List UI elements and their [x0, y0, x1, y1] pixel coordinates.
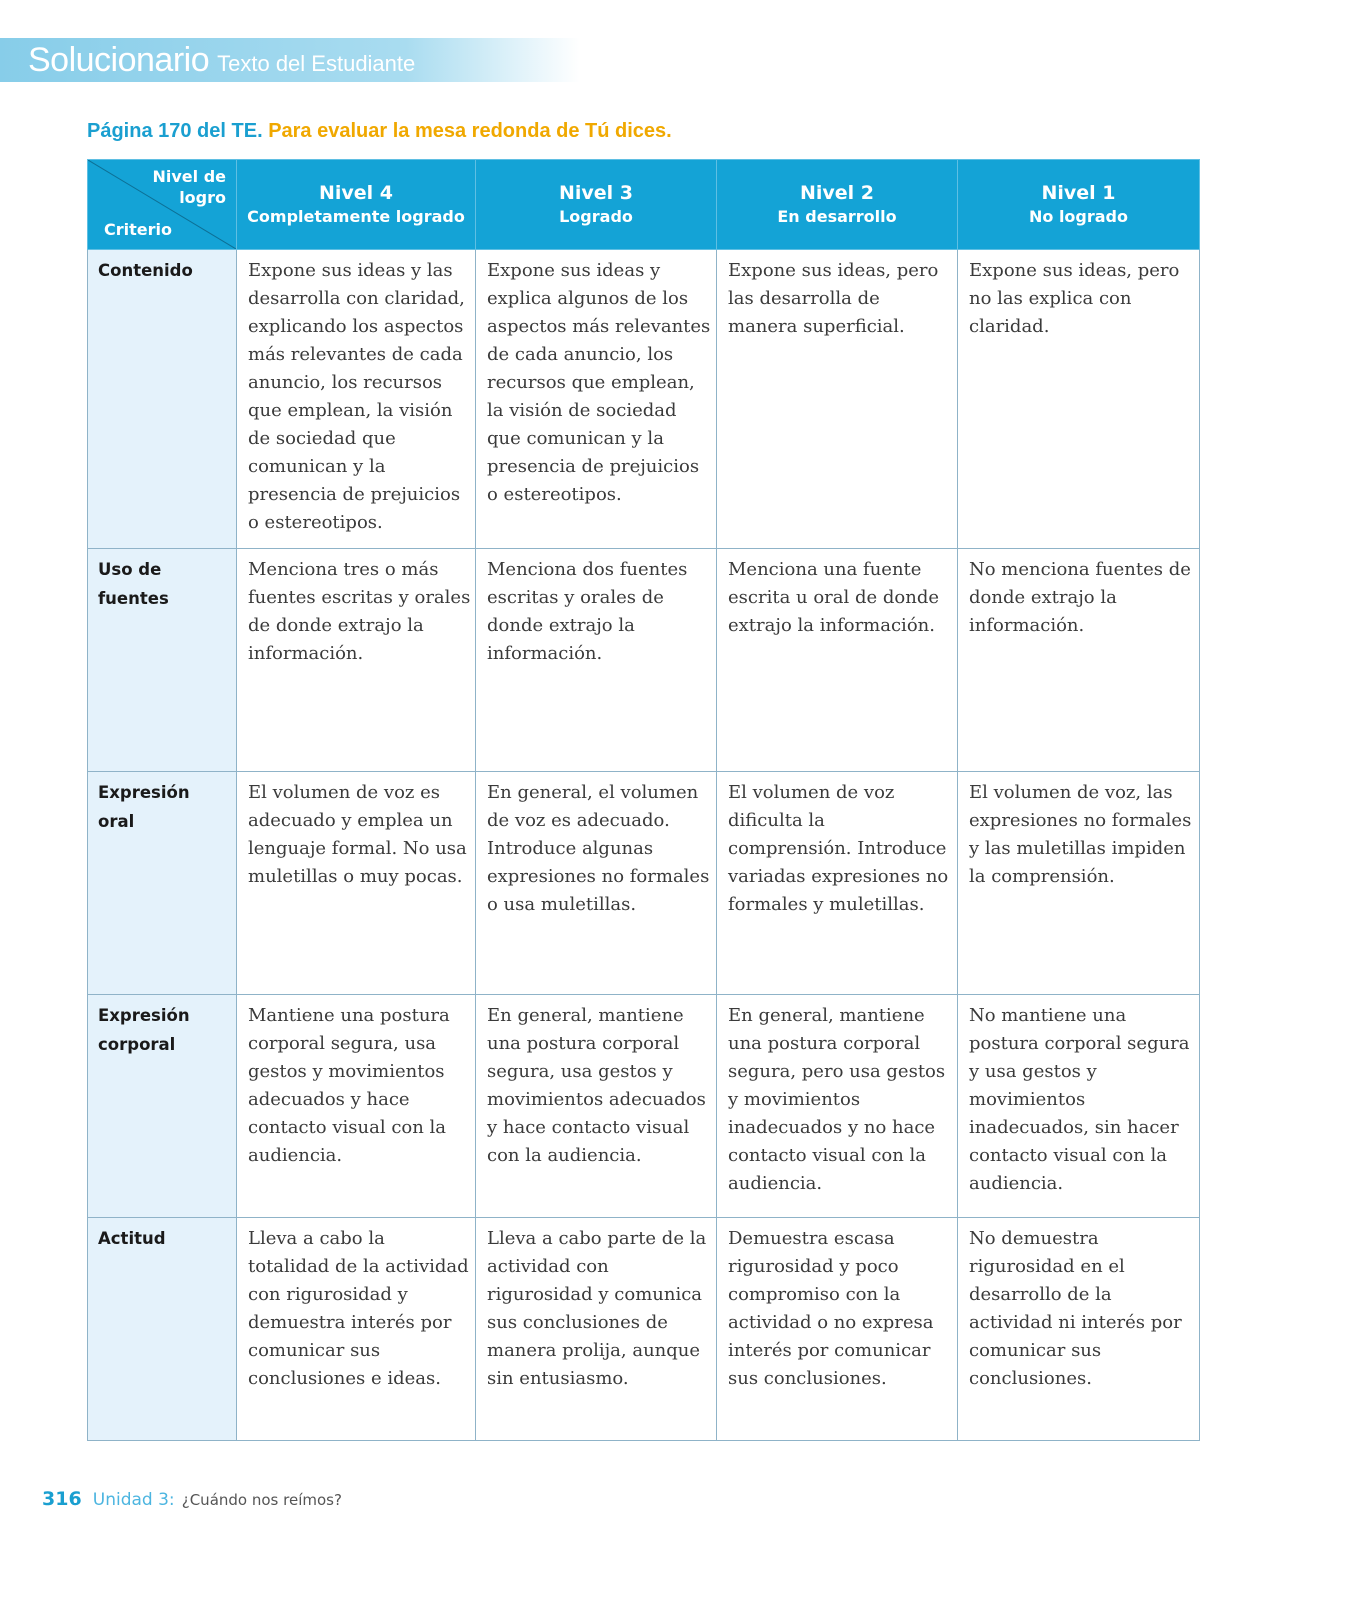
corner-level-line1: Nivel de	[152, 167, 226, 186]
rubric-cell: El volumen de voz es adecuado y emplea un lenguaje formal. No usa muletillas o muy pocas.	[237, 772, 476, 995]
header-level-4	[237, 160, 476, 250]
criterion-actitud: Actitud	[88, 1218, 237, 1441]
rubric-cell: Demuestra escasa rigurosidad y poco compromiso con la actividad o no expresa interés por comunicar sus conclusiones.	[717, 1218, 958, 1441]
level-number: Nivel 2	[799, 181, 875, 204]
rubric-cell: En general, el volumen de voz es adecuado. Introduce algunas expresiones no formales o usa muletillas.	[476, 772, 717, 995]
rubric-cell: Expone sus ideas, pero no las explica con claridad.	[958, 250, 1200, 549]
header-level-2	[717, 160, 958, 250]
rubric-cell: En general, mantiene una postura corporal segura, pero usa gestos y movimientos inadecuados y no hace contacto visual con la audiencia.	[717, 995, 958, 1218]
section-heading	[87, 120, 672, 143]
banner-subtitle: Texto del Estudiante	[217, 51, 416, 76]
header-level-3	[476, 160, 717, 250]
header-level-1	[958, 160, 1200, 250]
heading-page-ref: Página 170 del TE.	[87, 120, 263, 142]
level-label: En desarrollo	[777, 206, 897, 226]
rubric-cell: Lleva a cabo parte de la actividad con rigurosidad y comunica sus conclusiones de manera prolija, aunque sin entusiasmo.	[476, 1218, 717, 1441]
table-row	[88, 250, 1200, 549]
banner-title: Solucionario	[28, 40, 210, 79]
level-number: Nivel 1	[1041, 181, 1116, 204]
table-row	[88, 995, 1200, 1218]
corner-criterion-label: Criterio	[104, 220, 172, 239]
footer-unit: Unidad 3:	[92, 1490, 175, 1510]
level-label: Completamente logrado	[247, 206, 465, 226]
rubric-table	[87, 159, 1200, 1441]
criterion-contenido: Contenido	[88, 250, 237, 549]
table-row	[88, 549, 1200, 772]
heading-description: Para evaluar la mesa redonda de	[268, 120, 580, 142]
rubric-cell: El volumen de voz dificulta la comprensión. Introduce variadas expresiones no formales y muletillas.	[717, 772, 958, 995]
level-label: Logrado	[559, 206, 633, 226]
rubric-cell: El volumen de voz, las expresiones no formales y las muletillas impiden la comprensión.	[958, 772, 1200, 995]
rubric-cell: Menciona tres o más fuentes escritas y orales de donde extrajo la información.	[237, 549, 476, 772]
solucionario-banner	[0, 38, 580, 82]
heading-activity: Tú dices.	[585, 120, 672, 142]
header-corner-cell	[88, 160, 237, 250]
level-number: Nivel 4	[318, 181, 394, 204]
criterion-uso-de-fuentes: Uso de fuentes	[88, 549, 237, 772]
page-number: 316	[42, 1488, 82, 1510]
criterion-expresion-corporal: Expresión corporal	[88, 995, 237, 1218]
rubric-cell: Lleva a cabo la totalidad de la actividad con rigurosidad y demuestra interés por comunicar sus conclusiones e ideas.	[237, 1218, 476, 1441]
rubric-cell: Expone sus ideas, pero las desarrolla de manera superficial.	[717, 250, 958, 549]
level-label: No logrado	[1028, 206, 1128, 226]
rubric-cell: Expone sus ideas y explica algunos de los aspectos más relevantes de cada anuncio, los recursos que emplean, la visión de sociedad que comunican y la presencia de prejuicios o estereotipos.	[476, 250, 717, 549]
rubric-cell: En general, mantiene una postura corporal segura, usa gestos y movimientos adecuados y hace contacto visual con la audiencia.	[476, 995, 717, 1218]
criterion-expresion-oral: Expresión oral	[88, 772, 237, 995]
rubric-cell: Menciona una fuente escrita u oral de donde extrajo la información.	[717, 549, 958, 772]
rubric-cell: No demuestra rigurosidad en el desarrollo de la actividad ni interés por comunicar sus conclusiones.	[958, 1218, 1200, 1441]
corner-level-line2: logro	[179, 188, 226, 207]
table-row	[88, 772, 1200, 995]
page-footer	[42, 1488, 342, 1510]
rubric-cell: No mantiene una postura corporal segura y usa gestos y movimientos inadecuados, sin hacer contacto visual con la audiencia.	[958, 995, 1200, 1218]
rubric-cell: Expone sus ideas y las desarrolla con claridad, explicando los aspectos más relevantes de cada anuncio, los recursos que emplean, la visión de sociedad que comunican y la presencia de prejuicios o estereotipos.	[237, 250, 476, 549]
rubric-cell: No menciona fuentes de donde extrajo la información.	[958, 549, 1200, 772]
rubric-header-row	[88, 160, 1200, 250]
rubric-cell: Menciona dos fuentes escritas y orales de donde extrajo la información.	[476, 549, 717, 772]
level-number: Nivel 3	[558, 181, 634, 204]
corner-level-label	[152, 166, 226, 208]
table-row	[88, 1218, 1200, 1441]
footer-unit-title: ¿Cuándo nos reímos?	[181, 1491, 342, 1509]
rubric-cell: Mantiene una postura corporal segura, usa gestos y movimientos adecuados y hace contacto visual con la audiencia.	[237, 995, 476, 1218]
